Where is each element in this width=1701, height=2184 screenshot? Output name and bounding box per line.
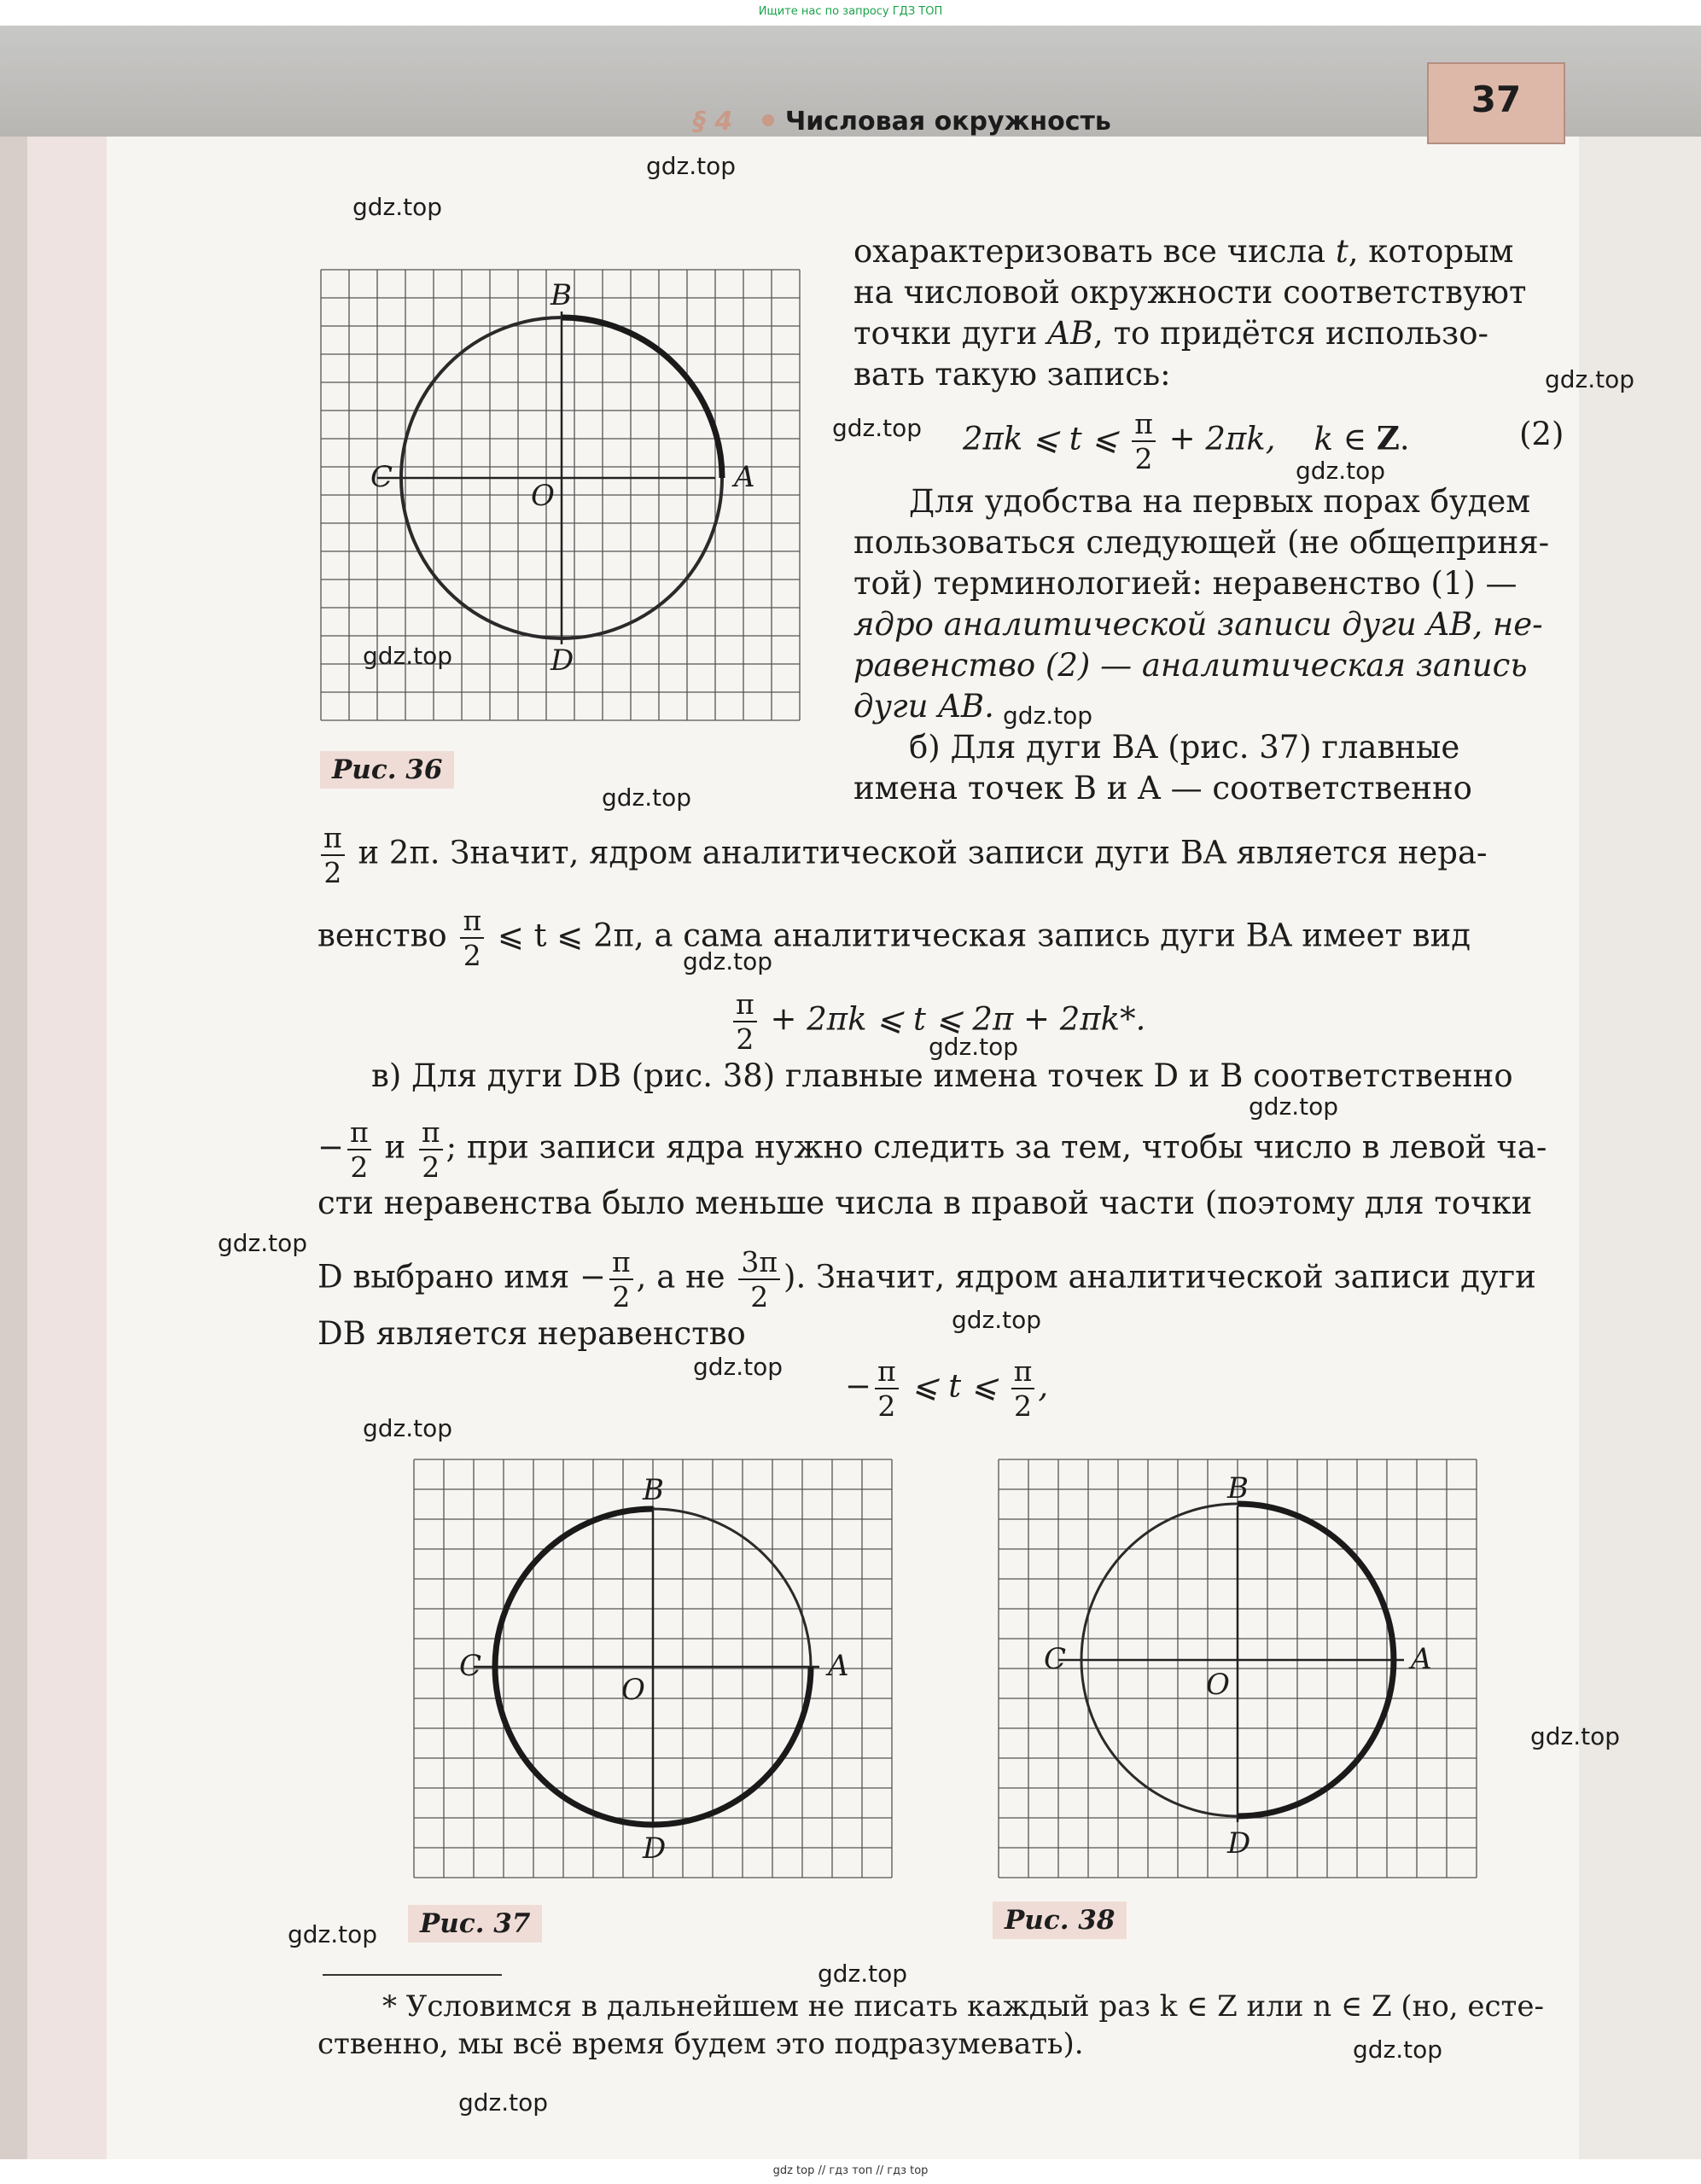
watermark[interactable]: gdz.top — [363, 1414, 453, 1442]
watermark[interactable]: gdz.top — [352, 193, 443, 221]
watermark[interactable]: gdz.top — [818, 1960, 908, 1988]
watermark[interactable]: gdz.top — [1530, 1722, 1621, 1750]
header-section-label: § 4 — [693, 107, 733, 137]
para-b-3: $\frac{\pi}{2}$ и 2π. Значит, ядром аналитической записи дуги BA является нера- — [317, 824, 1488, 887]
formula-db: − $\frac{\pi}{2}$ ⩽ t ⩽ $\frac{\pi}{2}$ , — [845, 1354, 1049, 1423]
para-b-1: б) Для дуги BA (рис. 37) главные — [909, 729, 1460, 766]
para-convenience-2: пользоваться следующей (не общеприня- — [853, 524, 1550, 561]
text-line-4: вать такую запись: — [853, 356, 1171, 393]
watermark[interactable]: gdz.top — [832, 414, 923, 442]
fig38-label-B: B — [1227, 1471, 1249, 1506]
fig38-label-C: C — [1044, 1642, 1067, 1676]
fig37-label-D: D — [643, 1832, 667, 1866]
formula-ba: $\frac{\pi}{2}$ + 2πk ⩽ t ⩽ 2π + 2πk*. — [730, 990, 1145, 1053]
watermark[interactable]: gdz.top — [693, 1353, 784, 1381]
watermark[interactable]: gdz.top — [1296, 457, 1386, 485]
text-line-1: охарактеризовать все числа t, которым — [853, 233, 1514, 270]
para-convenience-4: ядро аналитической записи дуги AB, не- — [853, 606, 1543, 643]
watermark[interactable]: gdz.top — [1545, 365, 1635, 393]
watermark[interactable]: gdz.top — [218, 1229, 308, 1257]
para-v-2: − $\frac{\pi}{2}$ и $\frac{\pi}{2}$ ; при записи ядра нужно следить за тем, чтобы число в левой ча- — [317, 1115, 1547, 1184]
fig37-label-B: B — [643, 1473, 664, 1507]
watermark[interactable]: gdz.top — [1003, 702, 1093, 730]
fig36-label-D: D — [550, 644, 574, 678]
watermark[interactable]: gdz.top — [602, 783, 692, 812]
para-v-5: DB является неравенство — [317, 1315, 746, 1352]
para-b-2: имена точек B и A — соответственно — [853, 770, 1472, 807]
fig37-label-C: C — [459, 1649, 482, 1683]
text-line-2: на числовой окружности соответствуют — [853, 274, 1527, 311]
figure-38-diagram — [986, 1447, 1498, 1890]
page-number: 37 — [1471, 79, 1522, 120]
para-v-1: в) Для дуги DB (рис. 38) главные имена точек D и B соответственно — [371, 1057, 1513, 1094]
watermark[interactable]: gdz.top — [458, 2088, 549, 2117]
footnote-line-1: * Условимся в дальнейшем не писать каждый раз k ∈ Z или n ∈ Z (но, есте- — [382, 1989, 1544, 2024]
page-binding-edge — [0, 26, 27, 2159]
watermark[interactable]: gdz.top — [1353, 2035, 1443, 2064]
para-v-3: сти неравенства было меньше числа в правой части (поэтому для точки — [317, 1185, 1533, 1221]
figure-38 — [986, 1447, 1498, 1894]
bottom-site-note[interactable]: gdz top // гдз топ // гдз top — [772, 2164, 929, 2177]
para-v-4: D выбрано имя − $\frac{\pi}{2}$ , а не $\frac{3\pi}{2}$ ). Значит, ядром аналитической записи дуги — [317, 1245, 1536, 1313]
text-line-3: точки дуги AB, то придётся использо- — [853, 315, 1488, 352]
figure-36-arc-AB — [562, 317, 722, 478]
figure-36-caption: Рис. 36 — [320, 751, 454, 789]
figure-38-caption: Рис. 38 — [993, 1902, 1127, 1939]
fig36-label-C: C — [370, 460, 393, 494]
header-title: Числовая окружность — [785, 107, 1111, 137]
para-b-4: венство $\frac{\pi}{2}$ ⩽ t ⩽ 2π, а сама аналитическая запись дуги BA имеет вид — [317, 904, 1471, 972]
watermark[interactable]: gdz.top — [683, 947, 773, 976]
header-bullet-icon — [762, 114, 774, 126]
footnote-line-2: ственно, мы всё время будем это подразумевать). — [317, 2027, 1084, 2061]
formula-2-number: (2) — [1519, 416, 1564, 452]
para-convenience-1: Для удобства на первых порах будем — [909, 483, 1531, 520]
figure-37 — [401, 1447, 913, 1894]
fig38-label-O: O — [1206, 1668, 1230, 1702]
fig37-label-A: A — [828, 1649, 849, 1683]
footnote-rule — [323, 1974, 502, 1976]
formula-2: 2πk ⩽ t ⩽ $\frac{\pi}{2}$ + 2πk, k ∈ Z. — [963, 407, 1410, 475]
fig36-label-O: O — [531, 479, 555, 513]
fig36-label-B: B — [550, 278, 572, 312]
top-search-note[interactable]: Ищите нас по запросу ГДЗ ТОП — [758, 5, 943, 18]
para-convenience-3: той) терминологией: неравенство (1) — — [853, 565, 1518, 602]
figure-37-caption: Рис. 37 — [408, 1905, 542, 1942]
para-convenience-5: равенство (2) — аналитическая запись — [853, 647, 1528, 684]
fig37-label-O: O — [621, 1673, 645, 1707]
fig36-label-A: A — [734, 460, 755, 494]
para-convenience-6: дуги AB. — [853, 688, 994, 725]
watermark[interactable]: gdz.top — [363, 642, 453, 670]
fig38-label-A: A — [1411, 1642, 1432, 1676]
watermark[interactable]: gdz.top — [646, 152, 737, 180]
watermark[interactable]: gdz.top — [288, 1920, 378, 1948]
fig38-label-D: D — [1227, 1826, 1251, 1861]
right-margin-shade — [1579, 26, 1701, 2159]
watermark[interactable]: gdz.top — [952, 1306, 1042, 1334]
figure-37-diagram — [401, 1447, 913, 1890]
watermark[interactable]: gdz.top — [1249, 1092, 1339, 1121]
watermark[interactable]: gdz.top — [929, 1033, 1019, 1061]
